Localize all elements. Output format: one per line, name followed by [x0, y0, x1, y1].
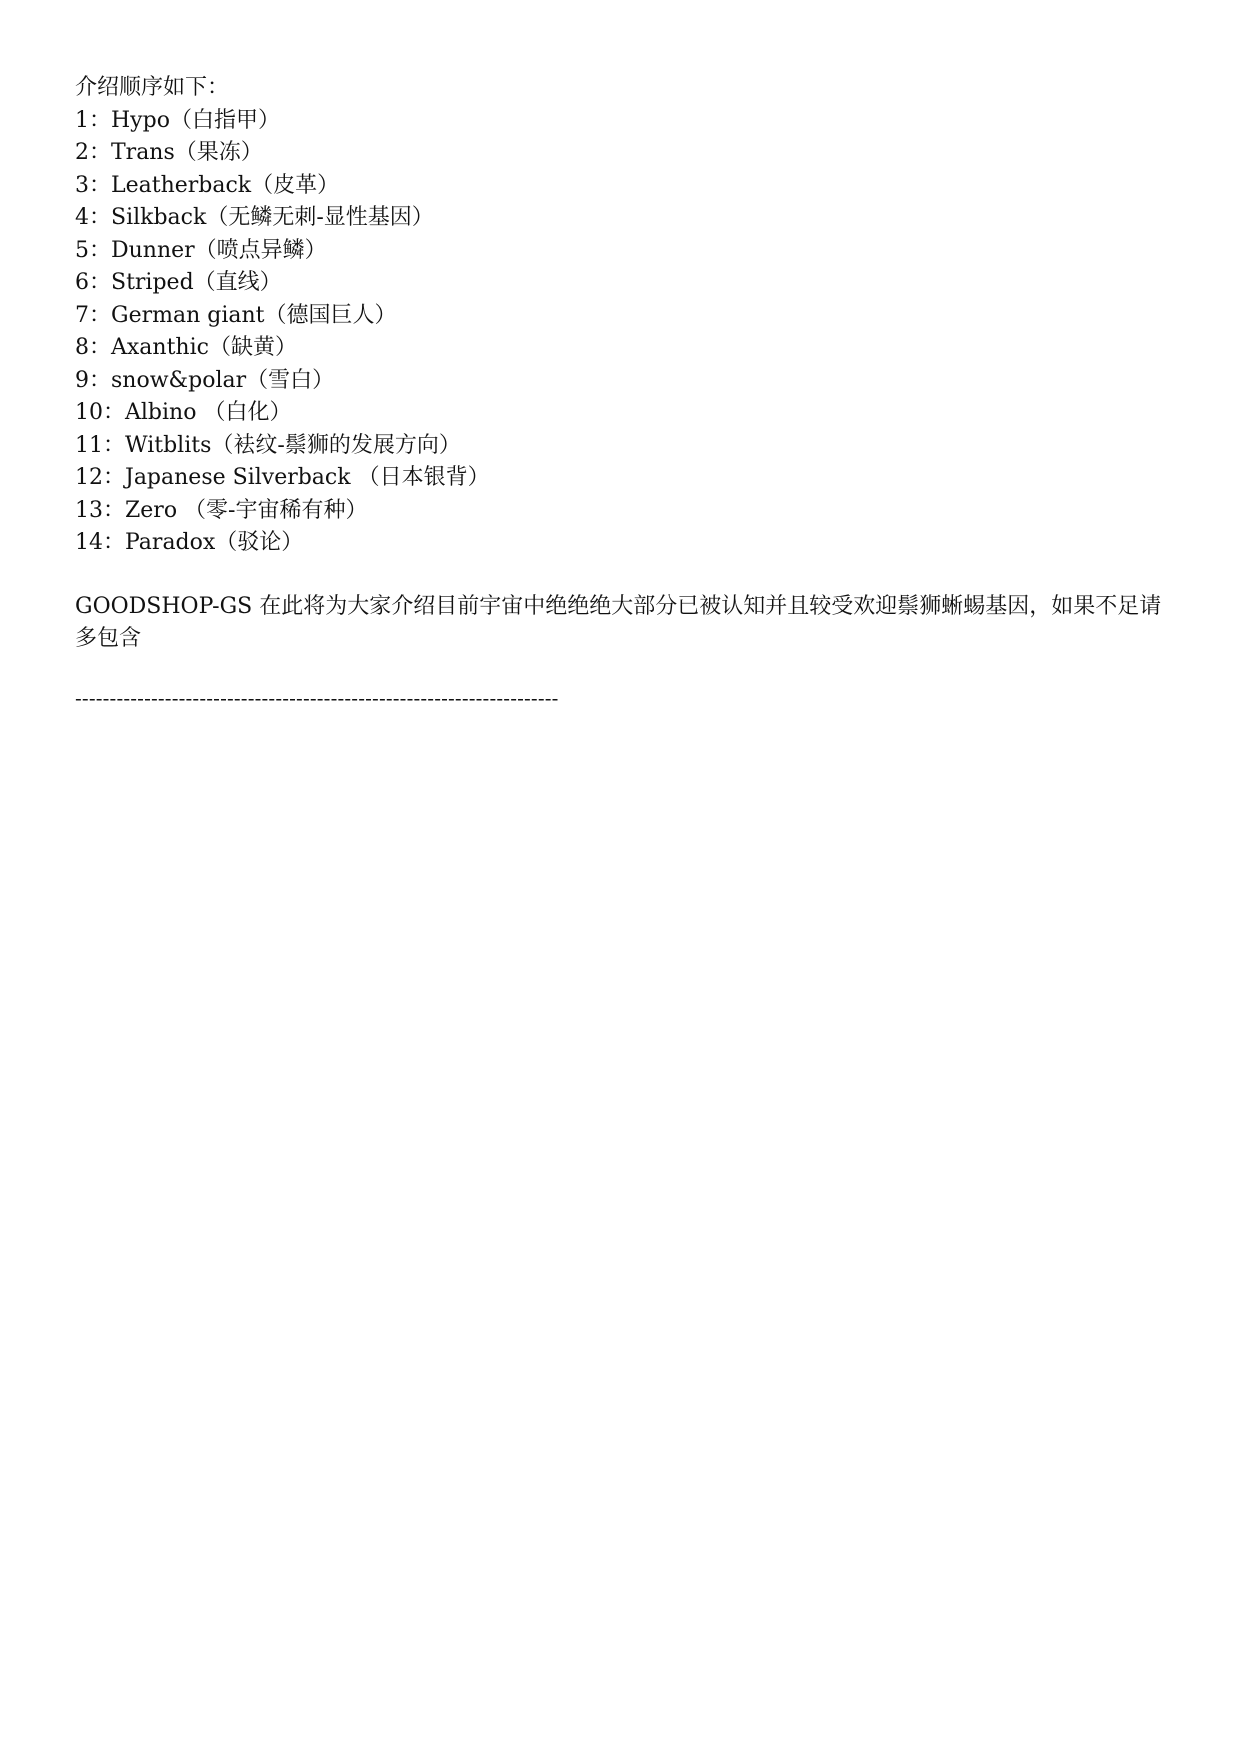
- list-item: 7：German giant（德国巨人）: [75, 302, 397, 328]
- document-page: [75, 72, 1175, 712]
- list-item: 9：snow&polar（雪白）: [75, 367, 335, 393]
- list-item: 12：Japanese Silverback （日本银背）: [75, 465, 490, 490]
- list-item: 4：Silkback（无鳞无刺-显性基因）: [75, 205, 434, 230]
- list-item: 2：Trans（果冻）: [75, 140, 263, 165]
- list-item: 5：Dunner（喷点异鳞）: [75, 237, 327, 263]
- list-item: 6：Striped（直线）: [75, 270, 282, 295]
- gene-list: [75, 105, 1175, 560]
- list-item: 11：Witblits（袪纹-鬃狮的发展方向）: [75, 432, 461, 458]
- dashed-divider: ----------------------------------------------------------------------: [75, 685, 559, 710]
- intro-paragraph: GOODSHOP-GS 在此将为大家介绍目前宇宙中绝绝绝大部分已被认知并且较受欢迎鬃狮蜥蜴基因，如果不足请多包含: [75, 593, 1162, 651]
- list-item: 14：Paradox（驳论）: [75, 530, 304, 555]
- intro-heading: 介绍顺序如下：: [75, 75, 230, 100]
- list-item: 3：Leatherback（皮革）: [75, 172, 340, 198]
- list-item: 8：Axanthic（缺黄）: [75, 335, 297, 360]
- list-item: 13：Zero （零-宇宙稀有种）: [75, 497, 368, 523]
- list-item: 1：Hypo（白指甲）: [75, 107, 280, 133]
- list-item: 10：Albino （白化）: [75, 400, 292, 425]
